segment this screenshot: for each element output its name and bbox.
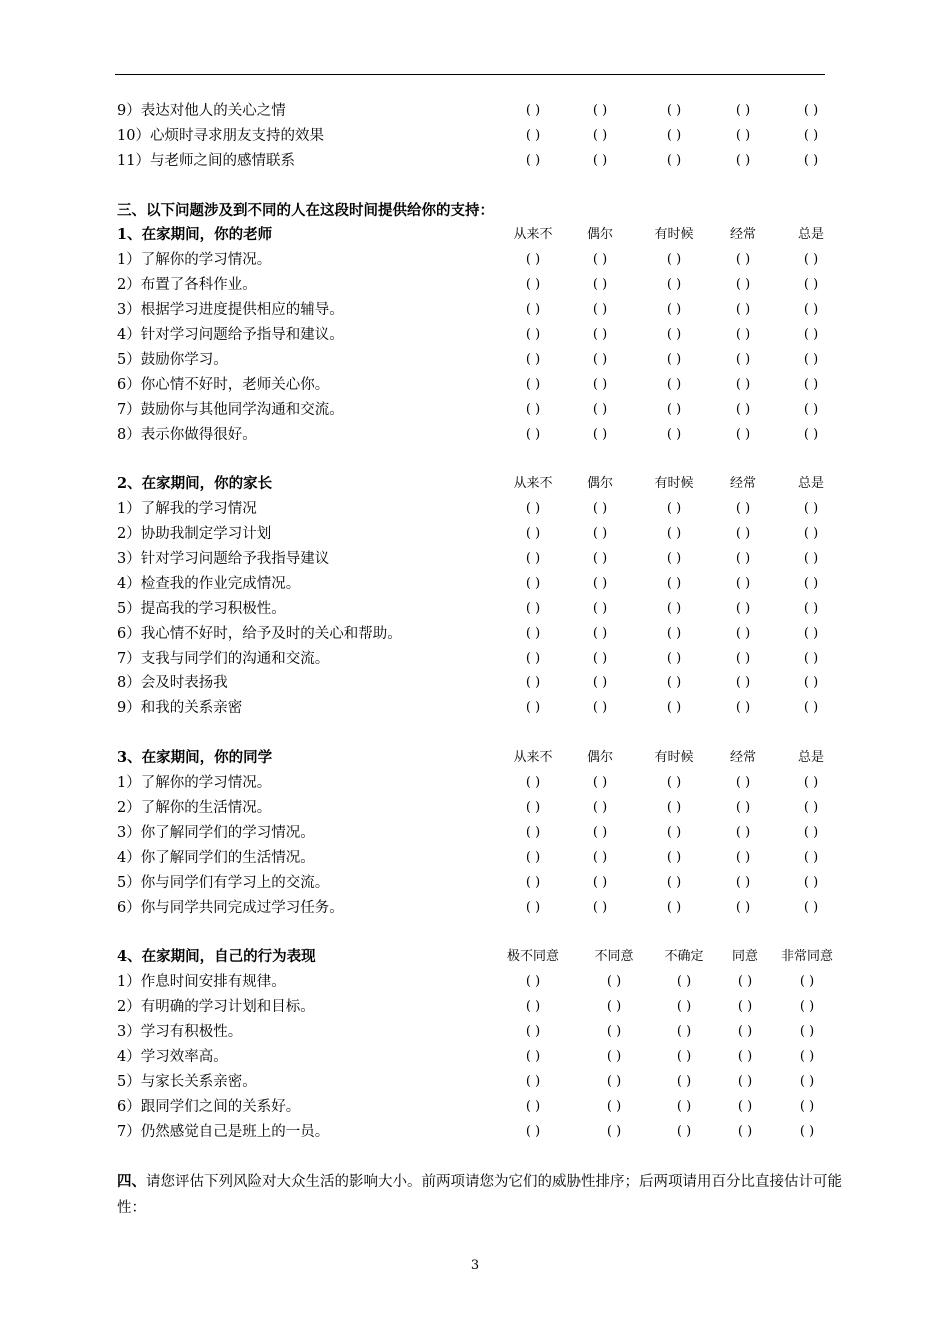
rating-option[interactable]: ( ) — [525, 277, 541, 293]
rating-option[interactable]: ( ) — [592, 426, 608, 442]
question-label: 3）学习有积极性。 — [117, 1023, 243, 1040]
question-label: 3）根据学习进度提供相应的辅导。 — [117, 302, 344, 319]
rating-option[interactable]: ( ) — [592, 675, 608, 691]
rating-option[interactable]: ( ) — [735, 625, 751, 641]
rating-option[interactable]: ( ) — [676, 999, 692, 1015]
rating-option[interactable]: ( ) — [799, 999, 815, 1015]
question-label: 4）你了解同学们的生活情况。 — [117, 849, 315, 866]
rating-option[interactable]: ( ) — [525, 824, 541, 840]
question-label: 9）表达对他人的关心之情 — [117, 103, 286, 119]
rating-option[interactable]: ( ) — [525, 1098, 541, 1114]
rating-option[interactable]: ( ) — [735, 426, 751, 442]
question-row — [117, 497, 867, 522]
rating-option[interactable]: ( ) — [525, 302, 541, 318]
rating-option[interactable]: ( ) — [592, 650, 608, 666]
question-row — [117, 796, 867, 821]
question-row — [117, 821, 867, 846]
section4-paragraph — [117, 1169, 867, 1221]
question-label: 2）有明确的学习计划和目标。 — [117, 999, 315, 1016]
question-row — [117, 423, 867, 448]
question-label: 8）表示你做得很好。 — [117, 426, 257, 443]
question-row — [117, 671, 867, 696]
question-label: 6）你心情不好时，老师关心你。 — [117, 376, 330, 393]
rating-option[interactable]: ( ) — [592, 526, 608, 542]
rating-option[interactable]: ( ) — [592, 302, 608, 318]
rating-option[interactable]: ( ) — [525, 152, 541, 168]
scale-label: 总是 — [797, 750, 824, 766]
rating-option[interactable]: ( ) — [525, 625, 541, 641]
question-row — [117, 647, 867, 672]
rating-option[interactable]: ( ) — [525, 899, 541, 915]
rating-option[interactable]: ( ) — [592, 252, 608, 268]
rating-option[interactable]: ( ) — [735, 675, 751, 691]
rating-option[interactable]: ( ) — [803, 775, 819, 791]
rating-option[interactable]: ( ) — [735, 501, 751, 517]
rating-option[interactable]: ( ) — [606, 974, 622, 990]
question-row — [117, 248, 867, 273]
section-title: 2、在家期间，你的家长 — [117, 475, 273, 493]
question-row — [117, 1070, 867, 1095]
scale-label: 极不同意 — [506, 949, 559, 965]
spacer — [117, 920, 867, 945]
question-label: 5）提高我的学习积极性。 — [117, 600, 286, 617]
rating-option[interactable]: ( ) — [592, 277, 608, 293]
rating-option[interactable]: ( ) — [525, 526, 541, 542]
scale-label: 同意 — [731, 949, 758, 965]
rating-option[interactable]: ( ) — [525, 650, 541, 666]
rating-option[interactable]: ( ) — [676, 1123, 692, 1139]
question-row — [117, 771, 867, 796]
rating-option[interactable]: ( ) — [666, 700, 682, 716]
scale-label: 偶尔 — [586, 476, 613, 492]
rating-option[interactable]: ( ) — [735, 700, 751, 716]
rating-option[interactable]: ( ) — [606, 1123, 622, 1139]
rating-option[interactable]: ( ) — [525, 1048, 541, 1064]
rating-option[interactable]: ( ) — [592, 551, 608, 567]
rating-option[interactable]: ( ) — [525, 999, 541, 1015]
rating-option[interactable]: ( ) — [666, 351, 682, 367]
question-label: 4）学习效率高。 — [117, 1048, 228, 1065]
rating-option[interactable]: ( ) — [666, 600, 682, 616]
rating-option[interactable]: ( ) — [803, 899, 819, 915]
question-label: 4）检查我的作业完成情况。 — [117, 575, 301, 592]
question-row — [117, 373, 867, 398]
rating-option[interactable]: ( ) — [737, 1073, 753, 1089]
rating-option[interactable]: ( ) — [592, 127, 608, 143]
rating-option[interactable]: ( ) — [803, 127, 819, 143]
rating-option[interactable]: ( ) — [666, 127, 682, 143]
rating-option[interactable]: ( ) — [525, 376, 541, 392]
spacer — [117, 447, 867, 472]
spacer — [117, 721, 867, 746]
question-label: 7）仍然感觉自己是班上的一员。 — [117, 1123, 330, 1140]
section-header-row — [117, 472, 867, 497]
rating-option[interactable]: ( ) — [666, 625, 682, 641]
rating-option[interactable]: ( ) — [525, 675, 541, 691]
rating-option[interactable]: ( ) — [592, 775, 608, 791]
question-row — [117, 522, 867, 547]
question-row — [117, 597, 867, 622]
question-label: 2）了解你的生活情况。 — [117, 799, 272, 816]
rating-option[interactable]: ( ) — [803, 501, 819, 517]
rating-option[interactable]: ( ) — [666, 327, 682, 343]
rating-option[interactable]: ( ) — [525, 600, 541, 616]
scale-label: 经常 — [729, 750, 756, 766]
question-label: 2）协助我制定学习计划 — [117, 526, 272, 543]
rating-option[interactable]: ( ) — [666, 526, 682, 542]
rating-option[interactable]: ( ) — [666, 551, 682, 567]
rating-option[interactable]: ( ) — [666, 675, 682, 691]
rating-option[interactable]: ( ) — [592, 351, 608, 367]
rating-option[interactable]: ( ) — [803, 401, 819, 417]
question-label: 5）你与同学们有学习上的交流。 — [117, 874, 330, 891]
question-label: 三、以下问题涉及到不同的人在这段时间提供给你的支持： — [117, 201, 494, 219]
question-label: 10）心烦时寻求朋友支持的效果 — [117, 127, 324, 144]
rating-option[interactable]: ( ) — [525, 501, 541, 517]
rating-option[interactable]: ( ) — [592, 600, 608, 616]
rating-option[interactable]: ( ) — [666, 401, 682, 417]
question-row — [117, 1120, 867, 1145]
question-label: 2）布置了各科作业。 — [117, 277, 257, 294]
rating-option[interactable]: ( ) — [803, 426, 819, 442]
question-row — [117, 896, 867, 921]
rating-option[interactable]: ( ) — [606, 1023, 622, 1039]
question-row — [117, 970, 867, 995]
question-label: 6）你与同学共同完成过学习任务。 — [117, 899, 344, 916]
section-header-row — [117, 945, 867, 970]
rating-option[interactable]: ( ) — [525, 799, 541, 815]
rating-option[interactable]: ( ) — [735, 849, 751, 865]
rating-option[interactable]: ( ) — [676, 1048, 692, 1064]
section-title: 1、在家期间，你的老师 — [117, 226, 273, 244]
rating-option[interactable]: ( ) — [666, 277, 682, 293]
rating-option[interactable]: ( ) — [735, 874, 751, 890]
question-label: 1）了解你的学习情况。 — [117, 775, 272, 792]
rating-option[interactable]: ( ) — [803, 874, 819, 890]
rating-option[interactable]: ( ) — [676, 1073, 692, 1089]
rating-option[interactable]: ( ) — [737, 1023, 753, 1039]
rating-option[interactable]: ( ) — [592, 874, 608, 890]
rating-option[interactable]: ( ) — [735, 103, 751, 118]
question-row — [117, 298, 867, 323]
scale-label: 经常 — [729, 227, 756, 243]
rating-option[interactable]: ( ) — [525, 849, 541, 865]
question-row — [117, 1020, 867, 1045]
rating-option[interactable]: ( ) — [606, 1073, 622, 1089]
question-row — [117, 348, 867, 373]
rating-option[interactable]: ( ) — [799, 1098, 815, 1114]
rating-option[interactable]: ( ) — [525, 252, 541, 268]
rating-option[interactable]: ( ) — [735, 799, 751, 815]
rating-option[interactable]: ( ) — [666, 650, 682, 666]
rating-option[interactable]: ( ) — [592, 376, 608, 392]
rating-option[interactable]: ( ) — [737, 1048, 753, 1064]
rating-option[interactable]: ( ) — [735, 600, 751, 616]
rating-option[interactable]: ( ) — [525, 127, 541, 143]
rating-option[interactable]: ( ) — [803, 600, 819, 616]
rating-option[interactable]: ( ) — [803, 526, 819, 542]
rating-option[interactable]: ( ) — [735, 650, 751, 666]
rating-option[interactable]: ( ) — [525, 401, 541, 417]
rating-option[interactable]: ( ) — [666, 874, 682, 890]
question-row — [117, 273, 867, 298]
question-row — [117, 1045, 867, 1070]
rating-option[interactable]: ( ) — [666, 775, 682, 791]
scale-label: 有时候 — [654, 227, 694, 243]
rating-option[interactable]: ( ) — [592, 799, 608, 815]
scale-label: 总是 — [797, 476, 824, 492]
rating-option[interactable]: ( ) — [606, 1048, 622, 1064]
scale-label: 从来不 — [513, 476, 553, 492]
spacer — [117, 1144, 867, 1169]
page-number: 3 — [470, 1258, 480, 1273]
rating-option[interactable]: ( ) — [606, 1098, 622, 1114]
rating-option[interactable]: ( ) — [803, 376, 819, 392]
scale-label: 偶尔 — [586, 750, 613, 766]
rating-option[interactable]: ( ) — [803, 799, 819, 815]
rating-option[interactable]: ( ) — [525, 775, 541, 791]
rating-option[interactable]: ( ) — [592, 401, 608, 417]
rating-option[interactable]: ( ) — [803, 575, 819, 591]
rating-option[interactable]: ( ) — [737, 999, 753, 1015]
rating-option[interactable]: ( ) — [592, 700, 608, 716]
section-header-row — [117, 223, 867, 248]
rating-option[interactable]: ( ) — [803, 824, 819, 840]
rating-option[interactable]: ( ) — [592, 152, 608, 168]
rating-option[interactable]: ( ) — [666, 799, 682, 815]
question-label: 1）了解你的学习情况。 — [117, 252, 272, 269]
rating-option[interactable]: ( ) — [592, 501, 608, 517]
rating-option[interactable]: ( ) — [606, 999, 622, 1015]
rating-option[interactable]: ( ) — [735, 775, 751, 791]
rating-option[interactable]: ( ) — [525, 327, 541, 343]
section4-text: 请您评估下列风险对大众生活的影响大小。前两项请您为它们的威胁性排序；后两项请用百分比直接估计可能性： — [117, 1174, 842, 1217]
rating-option[interactable]: ( ) — [799, 1023, 815, 1039]
rating-option[interactable]: ( ) — [799, 1123, 815, 1139]
spacer — [117, 174, 867, 199]
question-row — [117, 199, 867, 224]
scale-label: 不同意 — [594, 949, 634, 965]
question-label: 11）与老师之间的感情联系 — [117, 152, 295, 169]
header-rule — [115, 74, 825, 75]
rating-option[interactable]: ( ) — [803, 849, 819, 865]
rating-option[interactable]: ( ) — [735, 575, 751, 591]
question-row — [117, 398, 867, 423]
question-row — [117, 1095, 867, 1120]
scale-label: 不确定 — [664, 949, 704, 965]
rating-option[interactable]: ( ) — [799, 1073, 815, 1089]
rating-option[interactable]: ( ) — [676, 1023, 692, 1039]
rating-option[interactable]: ( ) — [803, 675, 819, 691]
rating-option[interactable]: ( ) — [525, 1123, 541, 1139]
rating-option[interactable]: ( ) — [803, 277, 819, 293]
rating-option[interactable]: ( ) — [735, 152, 751, 168]
rating-option[interactable]: ( ) — [803, 252, 819, 268]
rating-option[interactable]: ( ) — [737, 1123, 753, 1139]
rating-option[interactable]: ( ) — [735, 277, 751, 293]
question-row — [117, 124, 867, 149]
rating-option[interactable]: ( ) — [735, 127, 751, 143]
rating-option[interactable]: ( ) — [735, 252, 751, 268]
question-row — [117, 995, 867, 1020]
rating-option[interactable]: ( ) — [799, 1048, 815, 1064]
section4-heading: 四、 — [117, 1173, 146, 1191]
question-row — [117, 99, 867, 124]
rating-option[interactable]: ( ) — [592, 103, 608, 118]
rating-option[interactable]: ( ) — [803, 327, 819, 343]
rating-option[interactable]: ( ) — [735, 351, 751, 367]
question-label: 5）鼓励你学习。 — [117, 351, 228, 368]
rating-option[interactable]: ( ) — [592, 824, 608, 840]
rating-option[interactable]: ( ) — [525, 575, 541, 591]
rating-option[interactable]: ( ) — [525, 974, 541, 990]
questionnaire-body — [117, 99, 867, 1221]
question-row — [117, 547, 867, 572]
question-label: 9）和我的关系亲密 — [117, 700, 243, 717]
rating-option[interactable]: ( ) — [525, 351, 541, 367]
section-title: 3、在家期间，你的同学 — [117, 749, 273, 767]
rating-option[interactable]: ( ) — [735, 376, 751, 392]
rating-option[interactable]: ( ) — [803, 152, 819, 168]
rating-option[interactable]: ( ) — [666, 501, 682, 517]
scale-label: 有时候 — [654, 476, 694, 492]
question-label: 6）我心情不好时，给予及时的关心和帮助。 — [117, 625, 402, 642]
question-row — [117, 149, 867, 174]
scale-label: 有时候 — [654, 750, 694, 766]
section-header-row — [117, 746, 867, 771]
question-label: 7）支我与同学们的沟通和交流。 — [117, 650, 330, 667]
rating-option[interactable]: ( ) — [525, 551, 541, 567]
rating-option[interactable]: ( ) — [735, 401, 751, 417]
rating-option[interactable]: ( ) — [735, 824, 751, 840]
question-label: 6）跟同学们之间的关系好。 — [117, 1098, 301, 1115]
rating-option[interactable]: ( ) — [666, 426, 682, 442]
rating-option[interactable]: ( ) — [735, 526, 751, 542]
question-label: 5）与家长关系亲密。 — [117, 1073, 257, 1090]
rating-option[interactable]: ( ) — [666, 103, 682, 118]
rating-option[interactable]: ( ) — [666, 899, 682, 915]
rating-option[interactable]: ( ) — [666, 824, 682, 840]
scale-label: 从来不 — [513, 227, 553, 243]
rating-option[interactable]: ( ) — [803, 551, 819, 567]
rating-option[interactable]: ( ) — [592, 899, 608, 915]
rating-option[interactable]: ( ) — [592, 575, 608, 591]
rating-option[interactable]: ( ) — [799, 974, 815, 990]
question-row — [117, 622, 867, 647]
scale-label: 总是 — [797, 227, 824, 243]
question-label: 7）鼓励你与其他同学沟通和交流。 — [117, 401, 344, 418]
scale-label: 非常同意 — [780, 949, 833, 965]
rating-option[interactable]: ( ) — [803, 650, 819, 666]
section-title: 4、在家期间，自己的行为表现 — [117, 948, 316, 966]
question-label: 1）作息时间安排有规律。 — [117, 974, 286, 991]
question-label: 3）针对学习问题给予我指导建议 — [117, 551, 330, 568]
rating-option[interactable]: ( ) — [666, 849, 682, 865]
rating-option[interactable]: ( ) — [803, 302, 819, 318]
rating-option[interactable]: ( ) — [666, 252, 682, 268]
rating-option[interactable]: ( ) — [676, 974, 692, 990]
rating-option[interactable]: ( ) — [676, 1098, 692, 1114]
question-row — [117, 323, 867, 348]
rating-option[interactable]: ( ) — [525, 1073, 541, 1089]
rating-option[interactable]: ( ) — [735, 327, 751, 343]
question-label: 4）针对学习问题给予指导和建议。 — [117, 327, 344, 344]
question-row — [117, 572, 867, 597]
question-label: 3）你了解同学们的学习情况。 — [117, 824, 315, 841]
rating-option[interactable]: ( ) — [666, 376, 682, 392]
rating-option[interactable]: ( ) — [803, 625, 819, 641]
rating-option[interactable]: ( ) — [592, 625, 608, 641]
rating-option[interactable]: ( ) — [666, 575, 682, 591]
question-row — [117, 696, 867, 721]
rating-option[interactable]: ( ) — [592, 849, 608, 865]
rating-option[interactable]: ( ) — [803, 700, 819, 716]
scale-label: 经常 — [729, 476, 756, 492]
rating-option[interactable]: ( ) — [666, 302, 682, 318]
rating-option[interactable]: ( ) — [803, 103, 819, 118]
rating-option[interactable]: ( ) — [737, 974, 753, 990]
rating-option[interactable]: ( ) — [735, 551, 751, 567]
rating-option[interactable]: ( ) — [525, 874, 541, 890]
scale-label: 从来不 — [513, 750, 553, 766]
scale-label: 偶尔 — [586, 227, 613, 243]
question-label: 1）了解我的学习情况 — [117, 501, 257, 518]
rating-option[interactable]: ( ) — [803, 351, 819, 367]
rating-option[interactable]: ( ) — [525, 1023, 541, 1039]
question-row — [117, 871, 867, 896]
rating-option[interactable]: ( ) — [737, 1098, 753, 1114]
rating-option[interactable]: ( ) — [525, 103, 541, 118]
rating-option[interactable]: ( ) — [525, 426, 541, 442]
question-row — [117, 846, 867, 871]
rating-option[interactable]: ( ) — [592, 327, 608, 343]
rating-option[interactable]: ( ) — [735, 302, 751, 318]
rating-option[interactable]: ( ) — [666, 152, 682, 168]
question-label: 8）会及时表扬我 — [117, 675, 228, 692]
rating-option[interactable]: ( ) — [735, 899, 751, 915]
rating-option[interactable]: ( ) — [525, 700, 541, 716]
